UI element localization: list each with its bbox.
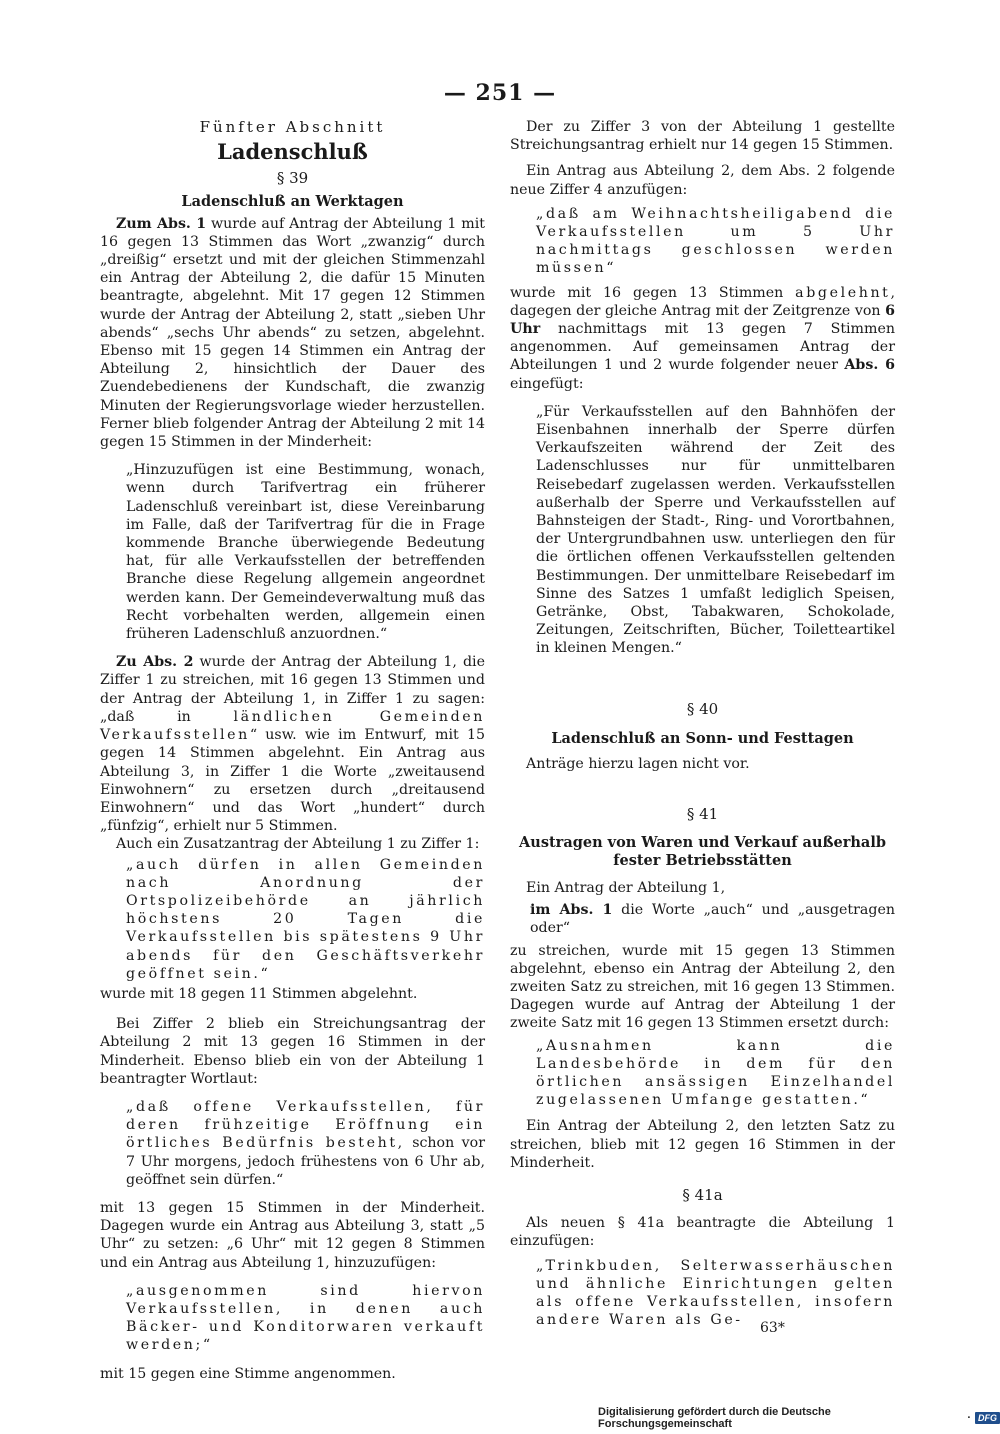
text-paragraph: wurde mit 18 gegen 11 Stimmen abgelehnt.: [100, 985, 418, 1002]
text-paragraph: Bei Ziffer 2 blieb ein Streichungsantrag der Abteilung 2 mit 13 gegen 16 Stimmen in der Minderheit. Ebenso blieb ein von der Abteilung 1 beantragter Wortlaut:: [100, 1016, 485, 1087]
lead-label: Zum Abs. 1: [116, 215, 207, 232]
text-span: eingefügt:: [510, 375, 584, 392]
text-span: , dagegen der gleiche Antrag mit der Zeitgrenze von: [510, 284, 895, 319]
left-column: [100, 118, 485, 1383]
text-paragraph: [510, 901, 895, 937]
right-column: [510, 118, 895, 1329]
section-title: Ladenschluß: [217, 139, 368, 165]
quote-block: „auch dürfen in allen Gemeinden nach Anordnung der Ortspolizeibehörde an jährlich höchstens 20 Tagen die Verkaufsstellen bis spätestens 9 Uhr abends für den Geschäftsverkehr geöffnet sein.“: [126, 856, 485, 982]
spaced-text: abgelehnt: [795, 284, 891, 301]
quote-block: „Ausnahmen kann die Landesbehörde in dem für den örtlichen ansässigen Einzelhandel zugelassenen Umfange gestatten.“: [536, 1037, 895, 1109]
text-paragraph: [100, 215, 485, 452]
lead-label: im Abs. 1: [530, 902, 613, 919]
text-span: nachmittags mit 13 gegen 7 Stimmen angenommen. Auf gemeinsamen Antrag der Abteilungen 1 und 2 wurde folgender neuer: [510, 321, 895, 374]
text-paragraph: mit 13 gegen 15 Stimmen in der Minderheit. Dagegen wurde ein Antrag aus Abteilung 3, statt „5 Uhr“ zu setzen: „6 Uhr“ mit 12 gegen 8 Stimmen und ein Antrag aus Abteilung 1, hinzuzufügen:: [100, 1199, 485, 1271]
text-paragraph: Ein Antrag der Abteilung 1,: [526, 879, 726, 896]
paragraph-41a-heading: § 41a: [682, 1185, 723, 1204]
section-kicker: Fünfter Abschnitt: [199, 118, 386, 136]
quote-block: „Für Verkaufsstellen auf den Bahnhöfen der Eisenbahnen innerhalb der Sperre dürfen Verkaufszeiten während der Zeit des Ladenschlusses nur für unmittelbaren Reisebedarf zugelassen werden. Verkaufsstellen außerhalb der Sperre und Verkaufsstellen auf Bahnsteigen der Stadt-, Ring- und Vorortbahnen, der Untergrundbahnen usw. unterliegen den für die örtlichen offenen Verkaufsstellen geltenden Bestimmungen. Der unmittelbare Reisebedarf im Sinne des Satzes 1 umfaßt lediglich Speisen, Getränke, Obst, Tabakwaren, Schokolade, Zeitungen, Zeitschriften, Bücher, Toiletteartikel in kleinen Mengen.“: [536, 403, 895, 657]
paragraph-39-subtitle: Ladenschluß an Werktagen: [181, 193, 404, 211]
quote-block: „daß am Weihnachtsheiligabend die Verkaufsstellen um 5 Uhr nachmittags geschlossen werden müssen“: [536, 205, 895, 277]
text-paragraph: zu streichen, wurde mit 15 gegen 13 Stimmen abgelehnt, ebenso ein Antrag der Abteilung 2, den zweiten Satz zu streichen, mit 16 gegen 13 Stimmen. Dagegen wurde auf Antrag der Abteilung 1 der zweite Satz mit 16 gegen 13 Stimmen ersetzt durch:: [510, 942, 895, 1032]
spaced-text: ländlichen Gemeinden Verkaufsstellen: [100, 708, 485, 744]
paragraph-39-heading: § 39: [276, 169, 309, 188]
text-paragraph: Auch ein Zusatzantrag der Abteilung 1 zu Ziffer 1:: [116, 836, 480, 853]
paragraph-40-subtitle: Ladenschluß an Sonn- und Festtagen: [551, 729, 854, 747]
dfg-logo-icon: DFG: [975, 1412, 1000, 1424]
text-paragraph: Als neuen § 41a beantragte die Abteilung 1 einzufügen:: [510, 1215, 895, 1250]
text-paragraph: Ein Antrag aus Abteilung 2, dem Abs. 2 folgende neue Ziffer 4 anzufügen:: [510, 163, 895, 198]
text-span: wurde der Antrag der Abteilung 1, die Ziffer 1 zu streichen, mit 16 gegen 13 Stimmen und der Antrag der Abteilung 1, in Ziffer 1 zu sagen: „daß in: [100, 654, 485, 725]
paragraph-40-heading: § 40: [686, 699, 719, 718]
text-span: schon vor 7 Uhr morgens, jedoch frühestens von 6 Uhr ab, geöffnet sein dürfen.“: [126, 1135, 486, 1188]
text-span: “ usw. wie im Entwurf, mit 15 gegen 14 Stimmen abgelehnt. Ein Antrag aus Abteilung 3, in Ziffer 1 die Worte „zweitausend Einwohnern“ zu ersetzen durch „dreitausend Einwohnern“ und das Wort „hundert“ durch „fünfzig“, erhielt nur 5 Stimmen.: [100, 727, 485, 835]
quote-block: „Hinzuzufügen ist eine Bestimmung, wonach, wenn durch Tarifvertrag ein früherer Ladenschluß vereinbart ist, diese Vereinbarung im Falle, daß der Tarifvertrag für die in Frage kommende Branche überwiegende Bedeutung hat, für alle Verkaufsstellen der betreffenden Branche diese Regelung allgemein angeordnet werden kann. Der Gemeindeverwaltung muß das Recht vorbehalten werden, allgemein einen früheren Ladenschluß anzuordnen.“: [126, 462, 485, 643]
dot-separator: ·: [967, 1412, 971, 1424]
signature-mark: 63*: [760, 1320, 785, 1336]
page-number: — 251 —: [443, 80, 557, 106]
quote-block: „Trinkbuden, Selterwasserhäuschen und ähnliche Einrichtungen gelten als offene Verkaufsstellen, insofern andere Waren als Ge-: [536, 1257, 895, 1329]
lead-label: Zu Abs. 2: [116, 654, 194, 671]
text-span: wurde auf Antrag der Abteilung 1 mit 16 gegen 13 Stimmen das Wort „zwanzig“ durch „dreißig“ ersetzt und mit der gleichen Stimmenzahl ein Antrag der Abteilung 2, die dafür 15 Minuten beantragte, abgelehnt. Mit 17 gegen 12 Stimmen wurde der Antrag der Abteilung 2, statt „sieben Uhr abends“ „sechs Uhr abends“ zu setzen, abgelehnt. Ebenso mit 15 gegen 14 Stimmen ein Antrag der Abteilung 2, hinsichtlich der Dauer des Zuendebedienens der Kundschaft, die zwanzig Minuten der Regierungsvorlage wieder herzustellen. Ferner blieb folgender Antrag der Abteilung 2 mit 14 gegen 15 Stimmen in der Minderheit:: [100, 215, 485, 451]
text-paragraph: Ein Antrag der Abteilung 2, den letzten Satz zu streichen, blieb mit 12 gegen 16 Stimmen in der Minderheit.: [510, 1118, 895, 1171]
bold-text: 6 Uhr: [510, 302, 895, 338]
text-paragraph: Anträge hierzu lagen nicht vor.: [526, 756, 750, 773]
text-paragraph: [510, 284, 895, 393]
paragraph-41-subtitle: Austragen von Waren und Verkauf außerhalb fester Betriebsstätten: [519, 833, 886, 869]
quote-block: „ausgenommen sind hiervon Verkaufsstellen, in denen auch Bäcker- und Konditorwaren verkauft werden;“: [126, 1282, 485, 1354]
text-paragraph: mit 15 gegen eine Stimme angenommen.: [100, 1365, 396, 1382]
text-span: die Worte „auch“ und „ausgetragen oder“: [530, 902, 895, 937]
footer-text: Digitalisierung gefördert durch die Deutsche Forschungsgemeinschaft: [598, 1406, 831, 1430]
text-paragraph: Der zu Ziffer 3 von der Abteilung 1 gestellte Streichungsantrag erhielt nur 14 gegen 15 Stimmen.: [510, 119, 895, 154]
quote-block: [100, 1098, 485, 1189]
text-span: wurde mit 16 gegen 13 Stimmen: [510, 284, 796, 301]
spaced-text: „daß offene Verkaufsstellen, für deren frühzeitige Eröffnung ein örtliches Bedürfnis besteht,: [126, 1098, 485, 1152]
paragraph-41-heading: § 41: [686, 805, 719, 824]
text-paragraph: [100, 653, 485, 835]
bold-text: Abs. 6: [844, 357, 895, 374]
footer: [598, 1406, 1000, 1430]
